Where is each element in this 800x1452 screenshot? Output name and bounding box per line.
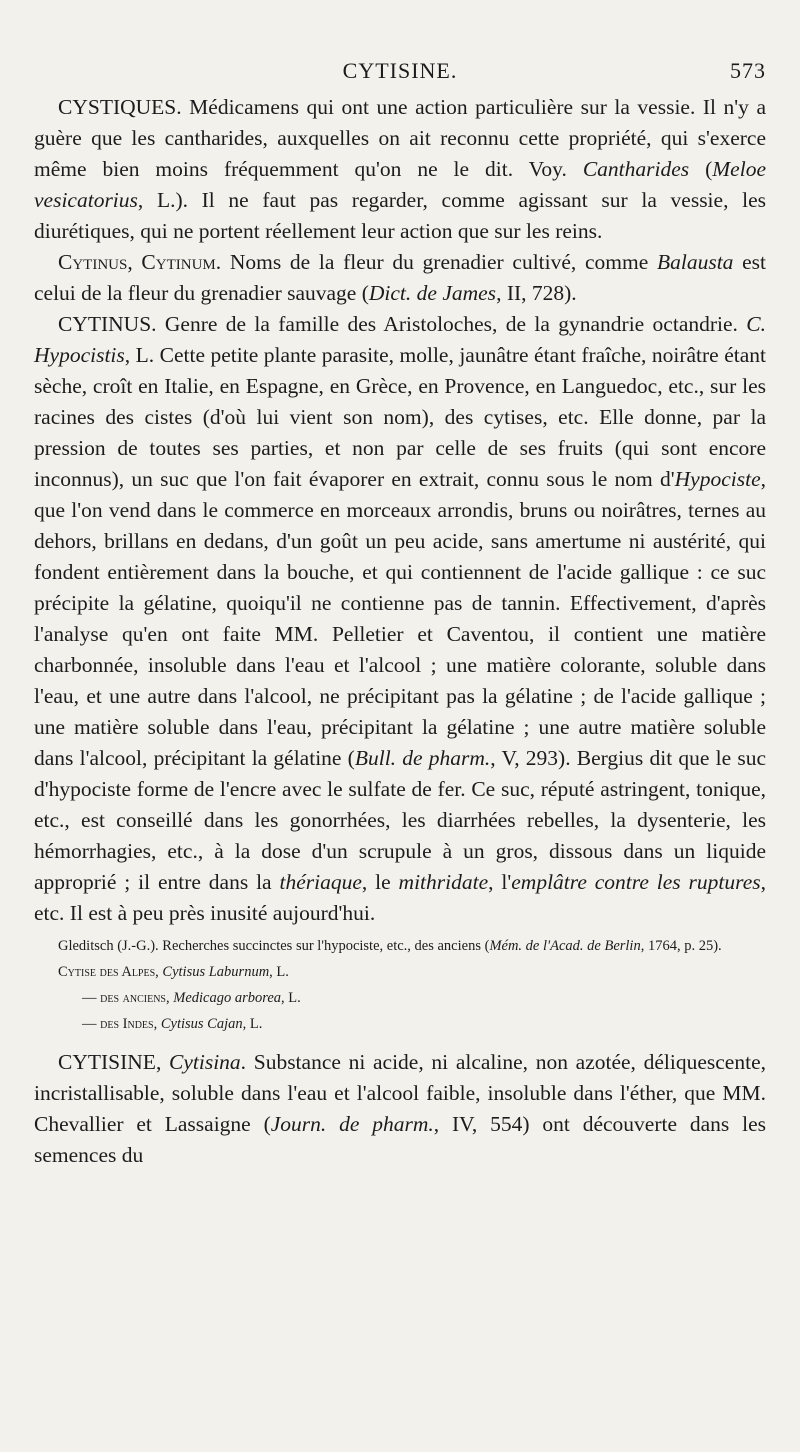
text-segment: Bull. de pharm. <box>354 746 491 770</box>
text-segment: Journ. de pharm. <box>270 1112 434 1136</box>
text-segment: , IV, 554) ont découverte dans les semences du <box>34 1112 766 1167</box>
text-segment: des anciens <box>100 990 166 1006</box>
page-number: 573 <box>730 58 766 83</box>
entry-cytinus <box>34 309 766 929</box>
text-segment: Hypociste <box>674 467 761 491</box>
text-segment: mithridate <box>398 870 489 894</box>
text-segment: ( <box>689 157 713 181</box>
text-segment: , V, 293). Bergius dit que le suc d'hypociste forme de l'encre avec le sulfate de fer. Ce suc, réputé astringent, tonique, etc., est conseillé dans les gonorrhées, les diarrhées rebelles, la dysenterie, les hémorrhagies, etc., à la dose d'un scrupule à un gros, dissous dans un liquide approprié ; il entre dans la <box>34 746 766 894</box>
text-segment: Cytisus Cajan <box>160 1016 243 1032</box>
text-segment: est celui de la fleur du grenadier sauvage ( <box>34 250 766 305</box>
text-segment: CYSTIQUES <box>58 95 177 119</box>
text-segment: Balausta <box>656 250 734 274</box>
text-segment: . Noms de la fleur du grenadier cultivé, comme <box>215 250 657 274</box>
entry-cytinus-cytinum <box>34 247 766 309</box>
text-segment: Cytise des Alpes <box>58 964 156 980</box>
entry-cystiques <box>34 92 766 247</box>
text-segment: , que l'on vend dans le commerce en morceaux arrondis, bruns ou noirâtres, ternes au dehors, brillans en dedans, d'un goût un peu acide, sans amertume ni austérité, qui fondent entièrement dans la bouche, et qui contiennent de l'acide gallique : ce suc précipite la gélatine, quoiqu'il ne contienne pas de tannin. Effectivement, d'après l'analyse qu'en ont faite MM. Pelletier et Caventou, il contient une matière charbonnée, insoluble dans l'eau et l'alcool ; une matière colorante, soluble dans l'eau, et une autre dans l'alcool, ne précipitant pas la gélatine ; de l'acide gallique ; une matière soluble dans l'eau, précipitant la gélatine ; une autre matière soluble dans l'alcool, précipitant la gélatine ( <box>34 467 766 770</box>
entry-cytisine <box>34 1047 766 1171</box>
text-segment: , L. Cette petite plante parasite, molle, jaunâtre étant fraîche, noirâtre étant sèche, croît en Italie, en Espagne, en Grèce, en Provence, en Languedoc, etc., sur les racines des cistes (d'où lui vient son nom), des cytises, etc. Elle donne, par la pression de toutes ses parties, et non par celle de ses fruits (qui sont encore inconnus), un suc que l'on fait évaporer en extrait, connu sous le nom d' <box>34 343 766 491</box>
text-segment: , <box>153 1016 161 1032</box>
text-segment: — <box>82 1016 101 1032</box>
text-segment: Mém. de l'Acad. de Berlin <box>489 938 641 954</box>
main-text-continued <box>34 1047 766 1171</box>
text-segment: , etc. Il est à peu près inusité aujourd'hui. <box>34 870 766 925</box>
text-segment: . Genre de la famille des Aristoloches, de la gynandrie octandrie. <box>151 312 747 336</box>
text-segment: Cantharides <box>582 157 690 181</box>
text-segment: . Médicamens qui ont une action particulière sur la vessie. Il n'y a guère que les cantharides, auxquelles on ait reconnu cette propriété, qui s'exerce même bien moins fréquemment qu'on ne le dit. Voy. <box>34 95 766 181</box>
text-segment: , L. <box>281 990 301 1006</box>
text-segment: , <box>165 990 174 1006</box>
reference-gleditsch <box>34 933 766 959</box>
text-segment: Gleditsch (J.-G.). Recherches succinctes sur l'hypociste, etc., des anciens ( <box>58 938 490 954</box>
text-segment: , 1764, p. 25). <box>640 938 722 954</box>
text-segment: , l' <box>488 870 512 894</box>
text-segment: Dict. de James <box>368 281 497 305</box>
text-segment: Cytinus, Cytinum <box>58 250 216 274</box>
text-segment: CYTINUS <box>58 312 152 336</box>
text-segment: — <box>82 990 101 1006</box>
running-title: CYTISINE. <box>342 58 458 83</box>
text-segment: Meloe vesicatorius <box>34 157 766 212</box>
text-segment: emplâtre contre les ruptures <box>511 870 761 894</box>
references-block <box>34 933 766 1037</box>
text-segment: Cytisina <box>169 1050 241 1074</box>
main-text <box>34 92 766 929</box>
text-segment: Cytisus Laburnum <box>162 964 270 980</box>
text-segment: , <box>155 1050 169 1074</box>
text-segment: , L. <box>269 964 289 980</box>
text-segment: C. Hypocistis <box>34 312 766 367</box>
text-segment: , le <box>361 870 399 894</box>
reference-cytise-alpes <box>34 959 766 985</box>
page-header <box>34 58 766 92</box>
text-segment: . Substance ni acide, ni alcaline, non azotée, déliquescente, incristallisable, soluble dans l'eau et l'alcool faible, insoluble dans l'éther, que MM. Chevallier et Lassaigne ( <box>34 1050 766 1136</box>
text-segment: , L.). Il ne faut pas regarder, comme agissant sur la vessie, les diurétiques, qui ne portent réellement leur action que sur les reins. <box>34 188 766 243</box>
text-segment: thériaque <box>279 870 362 894</box>
text-segment: , L. <box>242 1016 263 1032</box>
text-segment: Medicago arborea <box>173 990 282 1006</box>
text-segment: CYTISINE <box>58 1050 156 1074</box>
reference-cytise-indes <box>34 1011 766 1037</box>
text-segment: des Indes <box>100 1016 154 1032</box>
text-segment: , <box>155 964 163 980</box>
reference-cytise-anciens <box>34 985 766 1011</box>
text-segment: , II, 728). <box>496 281 577 305</box>
